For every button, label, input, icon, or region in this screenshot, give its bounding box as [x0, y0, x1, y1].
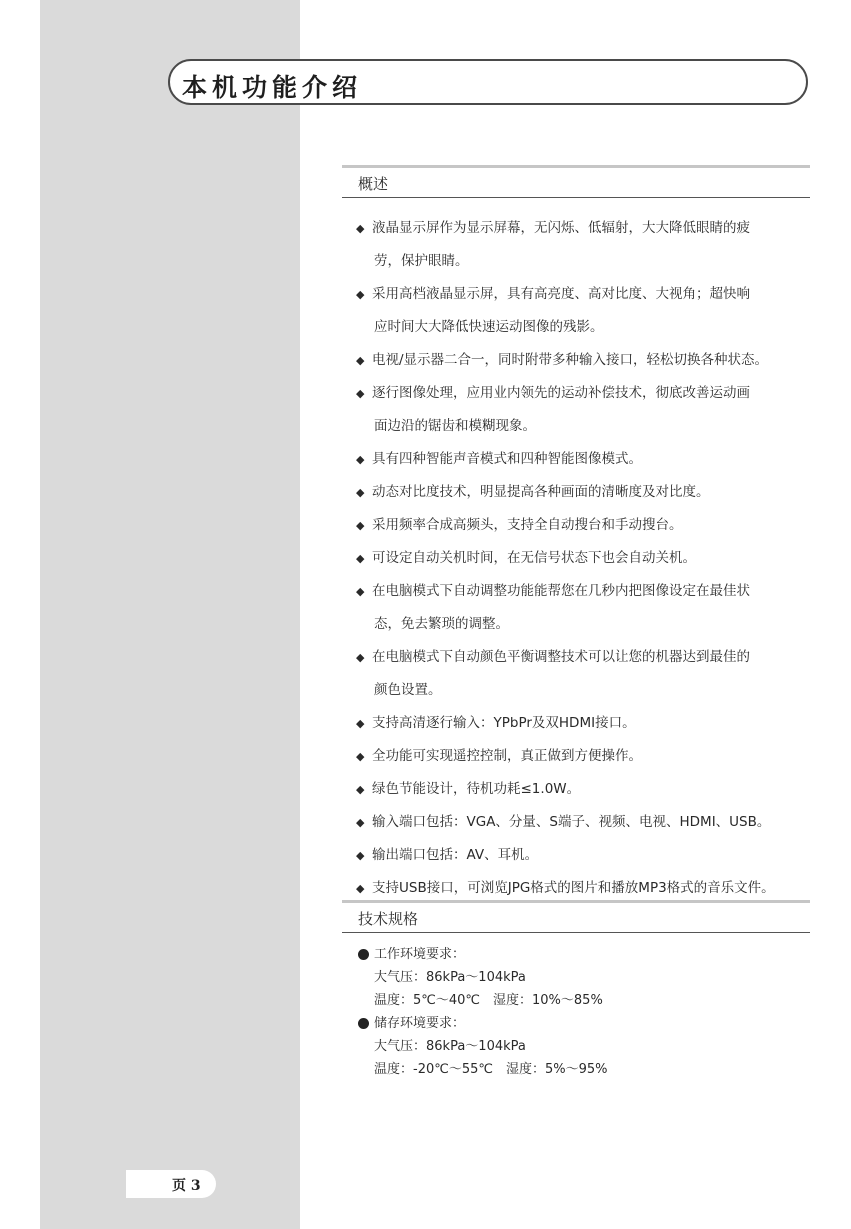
- spec-group-title-row: [358, 943, 818, 966]
- feature-text: 绿色节能设计，待机功耗≤1.0W。: [372, 781, 581, 797]
- feature-item: [356, 377, 838, 443]
- feature-item: [356, 839, 838, 872]
- diamond-bullet-icon: ◆: [356, 453, 365, 466]
- feature-item: [356, 773, 838, 806]
- diamond-bullet-icon: ◆: [356, 519, 365, 532]
- feature-item: [356, 542, 838, 575]
- feature-text: 采用频率合成高频头，支持全自动搜台和手动搜台。: [372, 517, 683, 533]
- page-number: 页 3: [172, 1178, 201, 1194]
- specs-heading: 技术规格: [358, 910, 419, 928]
- circle-bullet-icon: [358, 949, 369, 960]
- feature-text-continued: 态，免去繁琐的调整。: [374, 616, 509, 632]
- feature-text-continued: 劳，保护眼睛。: [374, 253, 469, 269]
- feature-text-continued: 面边沿的锯齿和模糊现象。: [374, 418, 536, 434]
- feature-text: 液晶显示屏作为显示屏幕，无闪烁、低辐射，大大降低眼睛的疲: [372, 220, 750, 236]
- diamond-bullet-icon: ◆: [356, 816, 365, 829]
- feature-item: [356, 740, 838, 773]
- feature-item: [356, 212, 838, 278]
- diamond-bullet-icon: ◆: [356, 750, 365, 763]
- specs-heading-bar: [342, 900, 810, 933]
- diamond-bullet-icon: ◆: [356, 288, 365, 301]
- feature-text: 支持USB接口，可浏览JPG格式的图片和播放MP3格式的音乐文件。: [372, 880, 775, 896]
- feature-text: 支持高清逐行输入：YPbPr及双HDMI接口。: [372, 715, 636, 731]
- diamond-bullet-icon: ◆: [356, 849, 365, 862]
- feature-text: 具有四种智能声音模式和四种智能图像模式。: [372, 451, 642, 467]
- feature-text: 全功能可实现遥控控制，真正做到方便操作。: [372, 748, 642, 764]
- spec-line: 大气压：86kPa～104kPa: [374, 1039, 526, 1054]
- feature-item: [356, 278, 838, 344]
- page-number-tab: [126, 1170, 216, 1198]
- feature-item: [356, 806, 838, 839]
- feature-text-continued: 应时间大大降低快速运动图像的残影。: [374, 319, 604, 335]
- overview-heading: 概述: [358, 175, 389, 193]
- feature-item: [356, 575, 838, 641]
- feature-text: 动态对比度技术，明显提高各种画面的清晰度及对比度。: [372, 484, 710, 500]
- spec-line: 温度：5℃～40℃ 湿度：10%～85%: [374, 993, 603, 1008]
- feature-text: 采用高档液晶显示屏，具有高亮度、高对比度、大视角；超快响: [372, 286, 750, 302]
- feature-item: [356, 509, 838, 542]
- spec-group: [358, 943, 818, 1012]
- spec-group: [358, 1012, 818, 1081]
- feature-text: 在电脑模式下自动调整功能能帮您在几秒内把图像设定在最佳状: [372, 583, 750, 599]
- feature-text: 输入端口包括：VGA、分量、S端子、视频、电视、HDMI、USB。: [372, 814, 771, 830]
- feature-item: [356, 443, 838, 476]
- side-band: [40, 0, 300, 1229]
- spec-line: 温度：-20℃～55℃ 湿度：5%～95%: [374, 1062, 608, 1077]
- feature-text: 在电脑模式下自动颜色平衡调整技术可以让您的机器达到最佳的: [372, 649, 750, 665]
- diamond-bullet-icon: ◆: [356, 552, 365, 565]
- feature-text: 逐行图像处理，应用业内领先的运动补偿技术，彻底改善运动画: [372, 385, 750, 401]
- diamond-bullet-icon: ◆: [356, 783, 365, 796]
- feature-text: 电视/显示器二合一，同时附带多种输入接口，轻松切换各种状态。: [372, 352, 769, 368]
- diamond-bullet-icon: ◆: [356, 882, 365, 895]
- spec-group-title: 工作环境要求：: [374, 947, 466, 962]
- circle-bullet-icon: [358, 1018, 369, 1029]
- feature-item: [356, 344, 838, 377]
- feature-item: [356, 641, 838, 707]
- diamond-bullet-icon: ◆: [356, 717, 365, 730]
- page-title: 本机功能介绍: [182, 73, 363, 102]
- spec-line: 大气压：86kPa～104kPa: [374, 970, 526, 985]
- feature-text: 可设定自动关机时间，在无信号状态下也会自动关机。: [372, 550, 696, 566]
- diamond-bullet-icon: ◆: [356, 222, 365, 235]
- feature-text: 输出端口包括：AV、耳机。: [372, 847, 539, 863]
- spec-group-title: 储存环境要求：: [374, 1016, 466, 1031]
- spec-group-title-row: [358, 1012, 818, 1035]
- feature-text-continued: 颜色设置。: [374, 682, 442, 698]
- overview-heading-bar: [342, 165, 810, 198]
- feature-list: [356, 212, 838, 905]
- diamond-bullet-icon: ◆: [356, 486, 365, 499]
- diamond-bullet-icon: ◆: [356, 651, 365, 664]
- diamond-bullet-icon: ◆: [356, 354, 365, 367]
- feature-item: [356, 707, 838, 740]
- feature-item: [356, 476, 838, 509]
- diamond-bullet-icon: ◆: [356, 387, 365, 400]
- title-frame: [168, 59, 808, 105]
- diamond-bullet-icon: ◆: [356, 585, 365, 598]
- spec-list: [358, 943, 818, 1081]
